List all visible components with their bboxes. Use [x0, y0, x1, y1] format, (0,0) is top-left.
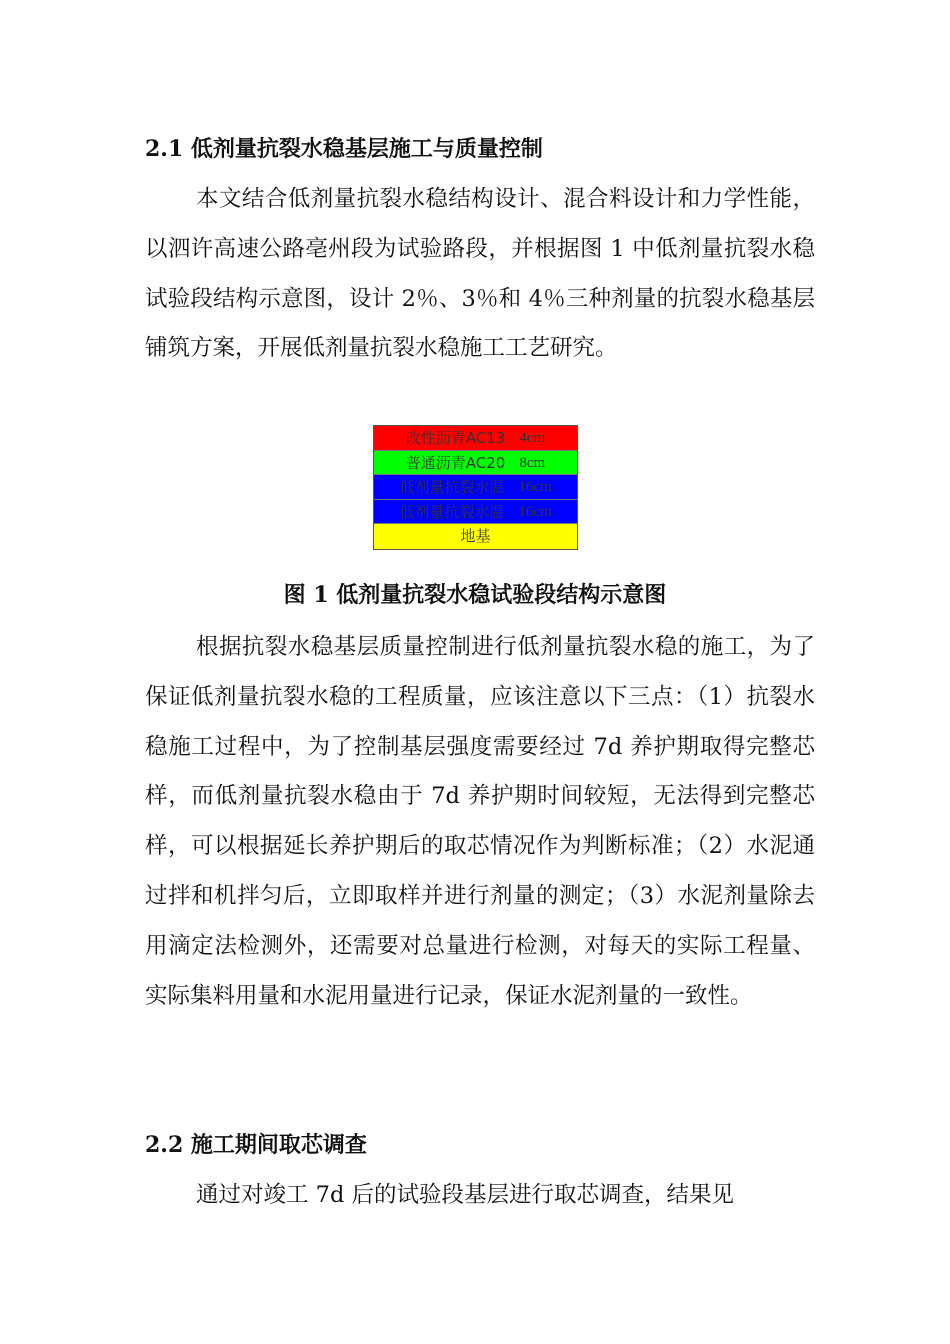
layer-thickness: 4cm	[519, 430, 546, 446]
layer-name: 低剂量抗裂水温	[399, 502, 505, 521]
layer-name: 地基	[460, 527, 491, 546]
layer-surface	[374, 426, 577, 451]
section-2-1-heading: 2.1 低剂量抗裂水稳基层施工与质量控制	[145, 136, 543, 162]
pavement-structure-diagram	[373, 425, 578, 550]
layer-base-lower	[374, 500, 577, 525]
layer-base-upper	[374, 475, 577, 500]
layer-thickness: 8cm	[519, 454, 546, 471]
quality-control-paragraph: 根据抗裂水稳基层质量控制进行低剂量抗裂水稳的施工，为了保证低剂量抗裂水稳的工程质量，应该注意以下三点：（1）抗裂水稳施工过程中，为了控制基层强度需要经过 7d 养护期取得完整芯样，而低剂量抗裂水稳由于 7d 养护期时间较短，无法得到完整芯样，可以根据延长养护期后的取芯情况作为判断标准；（2）水泥通过拌和机拌匀后，立即取样并进行剂量的测定；（3）水泥剂量除去用滴定法检测外，还需要对总量进行检测，对每天的实际工程量、实际集料用量和水泥用量进行记录，保证水泥剂量的一致性。	[145, 634, 815, 1009]
layer-subgrade	[374, 524, 577, 549]
figure-caption: 图 1 低剂量抗裂水稳试验段结构示意图	[283, 582, 667, 608]
layer-thickness: 16cm	[518, 503, 552, 520]
intro-paragraph: 本文结合低剂量抗裂水稳结构设计、混合料设计和力学性能，以泗许高速公路亳州段为试验路段，并根据图 1 中低剂量抗裂水稳试验段结构示意图，设计 2％、3％和 4％三种剂量的抗裂水稳基层铺筑方案，开展低剂量抗裂水稳施工工艺研究。	[145, 186, 815, 362]
coring-paragraph: 通过对竣工 7d 后的试验段基层进行取芯调查，结果见	[196, 1182, 735, 1208]
layer-name: 普通沥青AC20	[405, 453, 506, 472]
layer-name: 改性沥青AC13	[405, 429, 506, 447]
layer-middle	[374, 451, 577, 476]
layer-thickness: 16cm	[518, 479, 552, 496]
section-2-2-heading: 2.2 施工期间取芯调查	[145, 1132, 367, 1158]
layer-name: 低剂量抗裂水温	[399, 478, 505, 497]
